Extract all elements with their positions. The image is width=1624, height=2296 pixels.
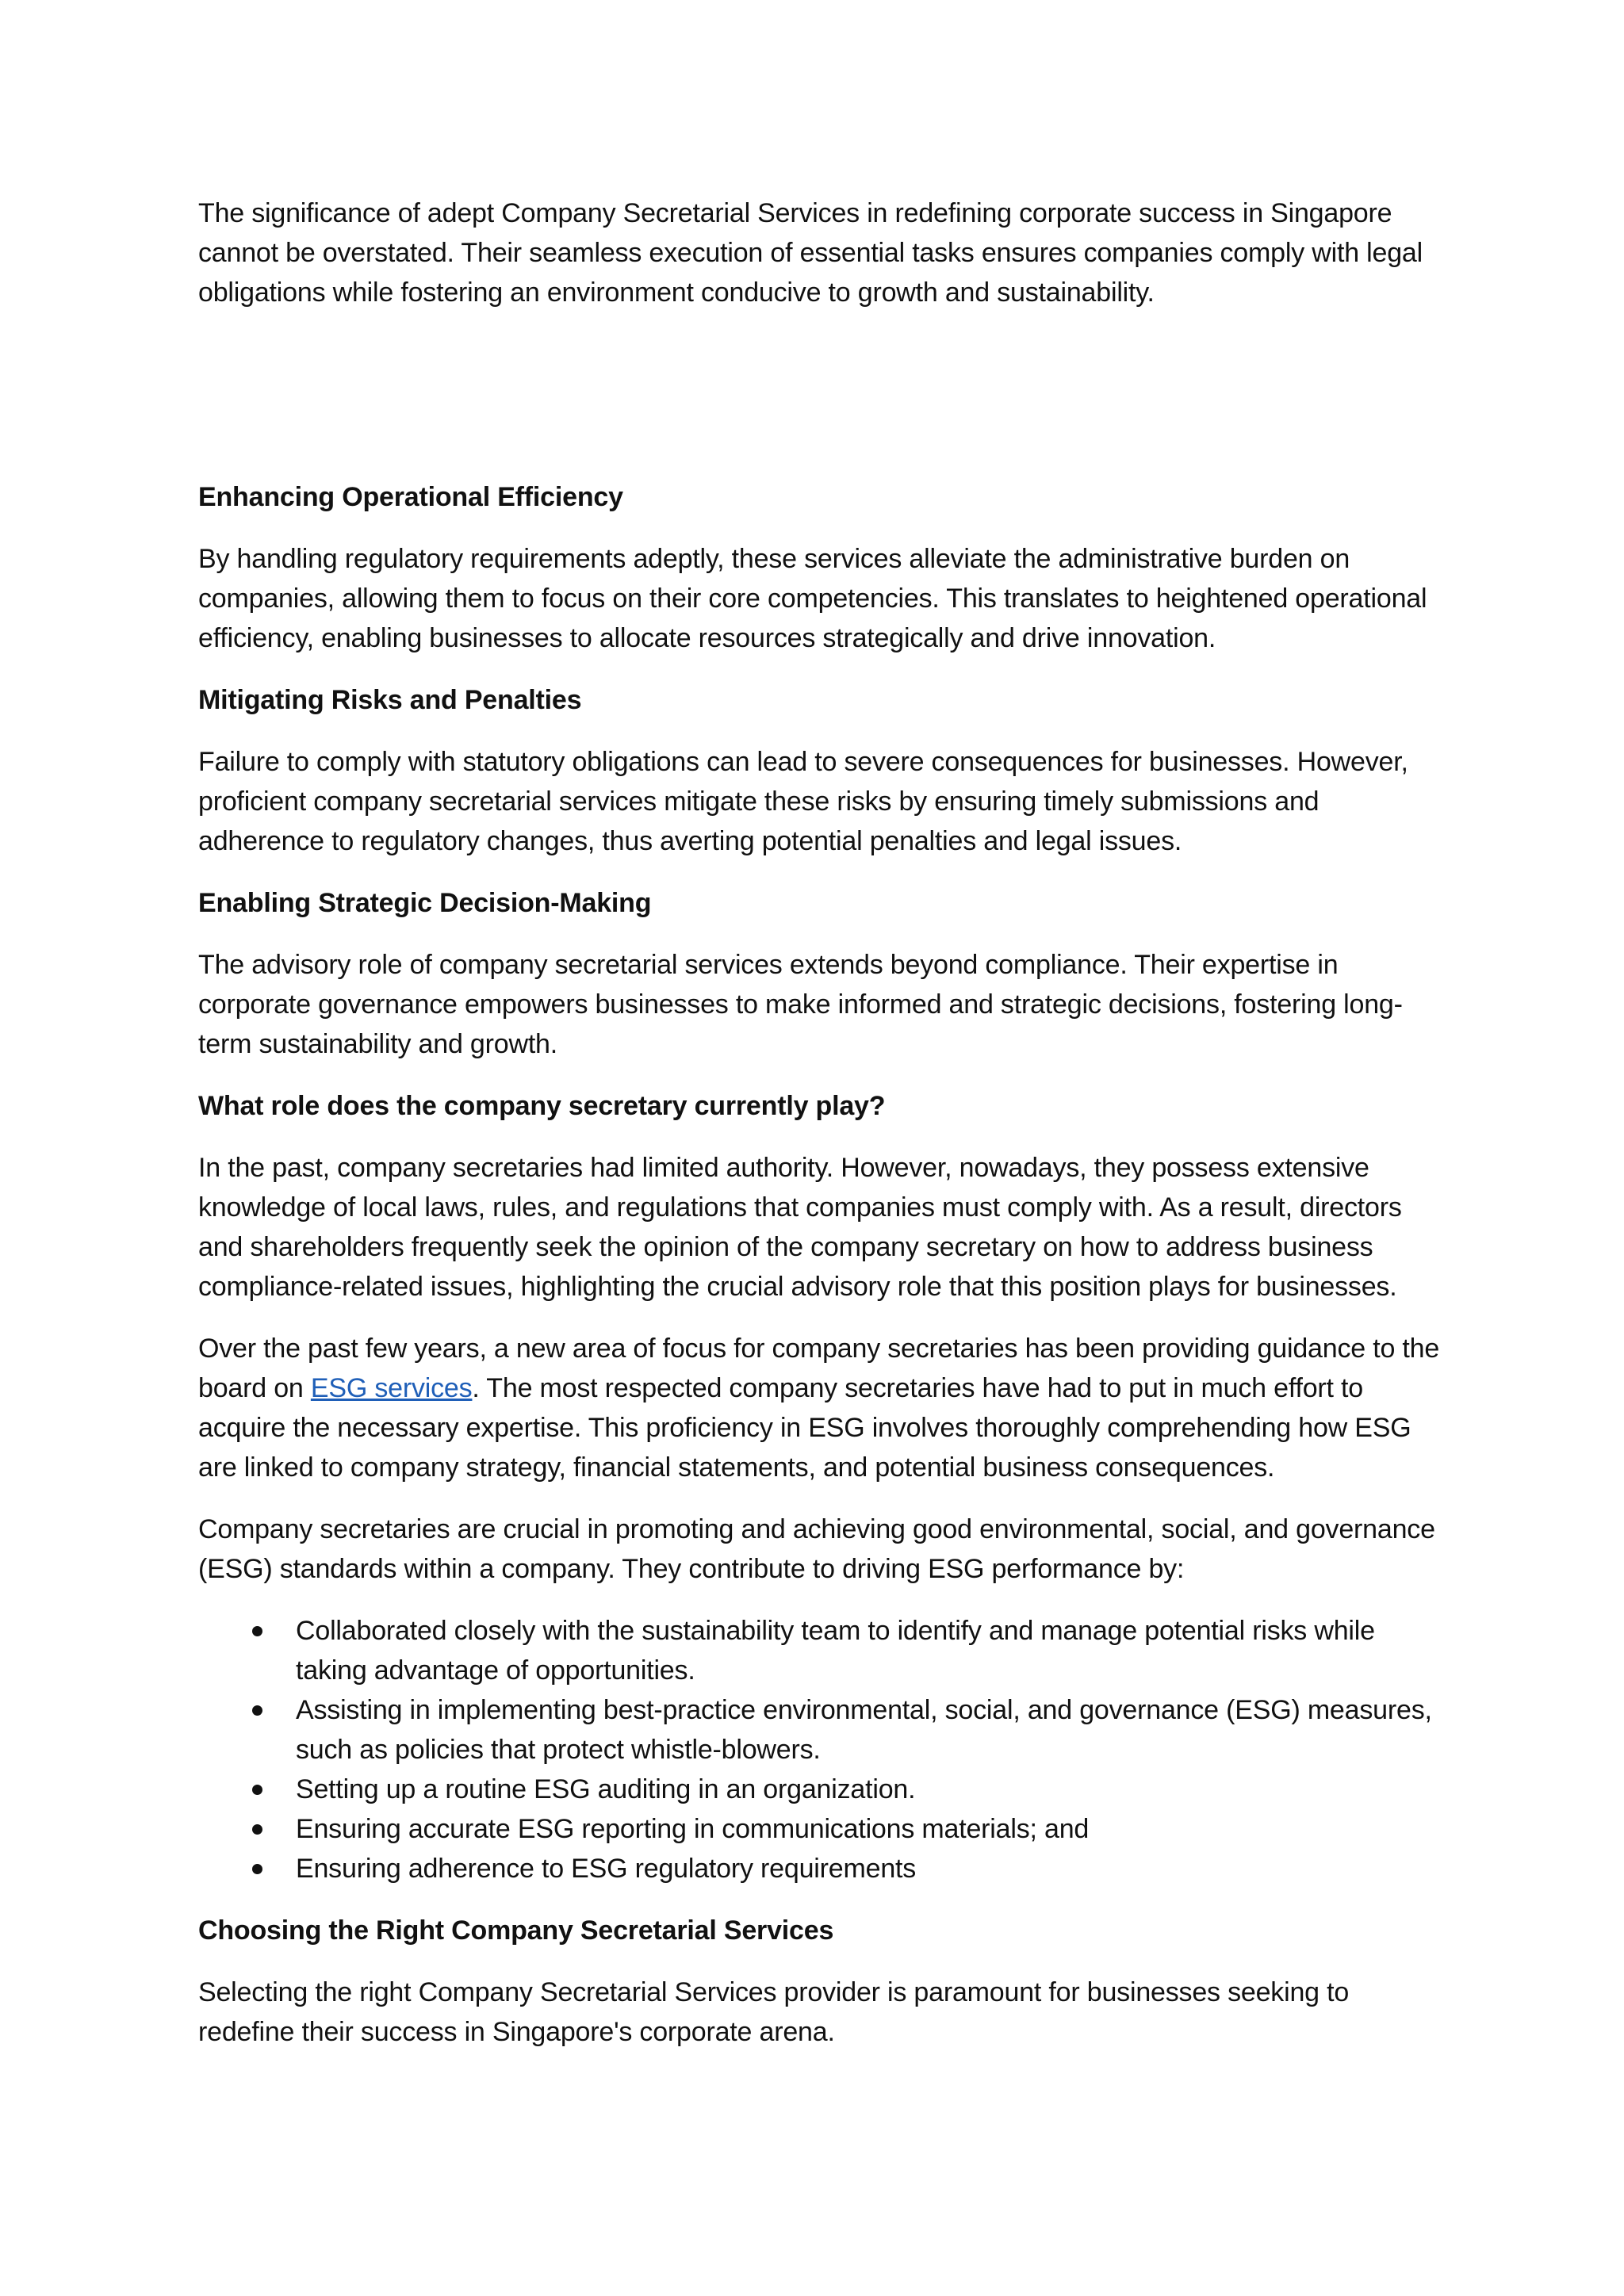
- esg-services-link[interactable]: ESG services: [310, 1373, 473, 1403]
- intro-paragraph: The significance of adept Company Secretarial Services in redefining corporate success in Singapore cannot be overstated. Their seamless execution of essential tasks ensures companies comply with legal obligations while fostering an environment conducive to growth and sustainability.: [198, 198, 1423, 308]
- paragraph-choosing: Selecting the right Company Secretarial Services provider is paramount for businesses seeking to redefine their success in Singapore's corporate arena.: [198, 1977, 1350, 2047]
- bullet-dot-icon: [252, 1785, 262, 1795]
- bullet-dot-icon: [252, 1705, 262, 1716]
- paragraph-role-past: In the past, company secretaries had limited authority. However, nowadays, they possess extensive knowledge of local laws, rules, and regulations that companies must comply with. As a result, directors and shareholders frequently seek the opinion of the company secretary on how to address business compliance-related issues, highlighting the crucial advisory role that this position plays for businesses.: [198, 1153, 1402, 1302]
- paragraph-operational-efficiency: By handling regulatory requirements adeptly, these services alleviate the administrative burden on companies, allowing them to focus on their core competencies. This translates to heightened operational efficiency, enabling businesses to allocate resources strategically and drive innovation.: [198, 544, 1427, 653]
- heading-company-secretary-role: What role does the company secretary currently play?: [198, 1091, 886, 1121]
- list-item: [198, 1849, 1451, 1888]
- bullet-dot-icon: [252, 1864, 262, 1874]
- list-item: [198, 1611, 1451, 1690]
- list-item: [198, 1690, 1451, 1770]
- paragraph-strategic: The advisory role of company secretarial services extends beyond compliance. Their expertise in corporate governance empowers businesses to make informed and strategic decisions, fostering long-term sustainability and growth.: [198, 950, 1403, 1059]
- list-item-text: Ensuring accurate ESG reporting in communications materials; and: [296, 1814, 1090, 1844]
- paragraph-risks: Failure to comply with statutory obligations can lead to severe consequences for businesses. However, proficient company secretarial services mitigate these risks by ensuring timely submissions and adherence to regulatory changes, thus averting potential penalties and legal issues.: [198, 747, 1408, 856]
- document-page: [198, 193, 1451, 2074]
- bullet-dot-icon: [252, 1626, 262, 1636]
- list-item: [198, 1770, 1451, 1809]
- paragraph-role-esg-text-start: Over the past few years, a new area of focus for company secretaries has been providing guidance to the board on: [198, 1334, 1440, 1403]
- list-item-text: Assisting in implementing best-practice environmental, social, and governance (ESG) measures, such as policies that protect whistle-blowers.: [296, 1695, 1432, 1765]
- list-item-text: Setting up a routine ESG auditing in an organization.: [296, 1774, 916, 1804]
- paragraph-role-esg: [198, 1329, 1451, 1487]
- bullet-dot-icon: [252, 1824, 262, 1835]
- heading-strategic: Enabling Strategic Decision-Making: [198, 888, 652, 918]
- list-item-text: Ensuring adherence to ESG regulatory requirements: [296, 1854, 917, 1884]
- paragraph-role-esg-standards: Company secretaries are crucial in promoting and achieving good environmental, social, and governance (ESG) standards within a company. They contribute to driving ESG performance by:: [198, 1514, 1435, 1584]
- heading-operational-efficiency: Enhancing Operational Efficiency: [198, 482, 623, 512]
- paragraph-role-esg-text-end: . The most respected company secretaries have had to put in much effort to acquire the necessary expertise. This proficiency in ESG involves thoroughly comprehending how ESG are linked to company strategy, financial statements, and potential business consequences.: [198, 1373, 1411, 1483]
- heading-choosing: Choosing the Right Company Secretarial Services: [198, 1915, 834, 1946]
- list-item: [198, 1809, 1451, 1849]
- esg-bullet-list: [198, 1611, 1451, 1888]
- heading-risks: Mitigating Risks and Penalties: [198, 685, 582, 715]
- list-item-text: Collaborated closely with the sustainability team to identify and manage potential risks while taking advantage of opportunities.: [296, 1616, 1375, 1686]
